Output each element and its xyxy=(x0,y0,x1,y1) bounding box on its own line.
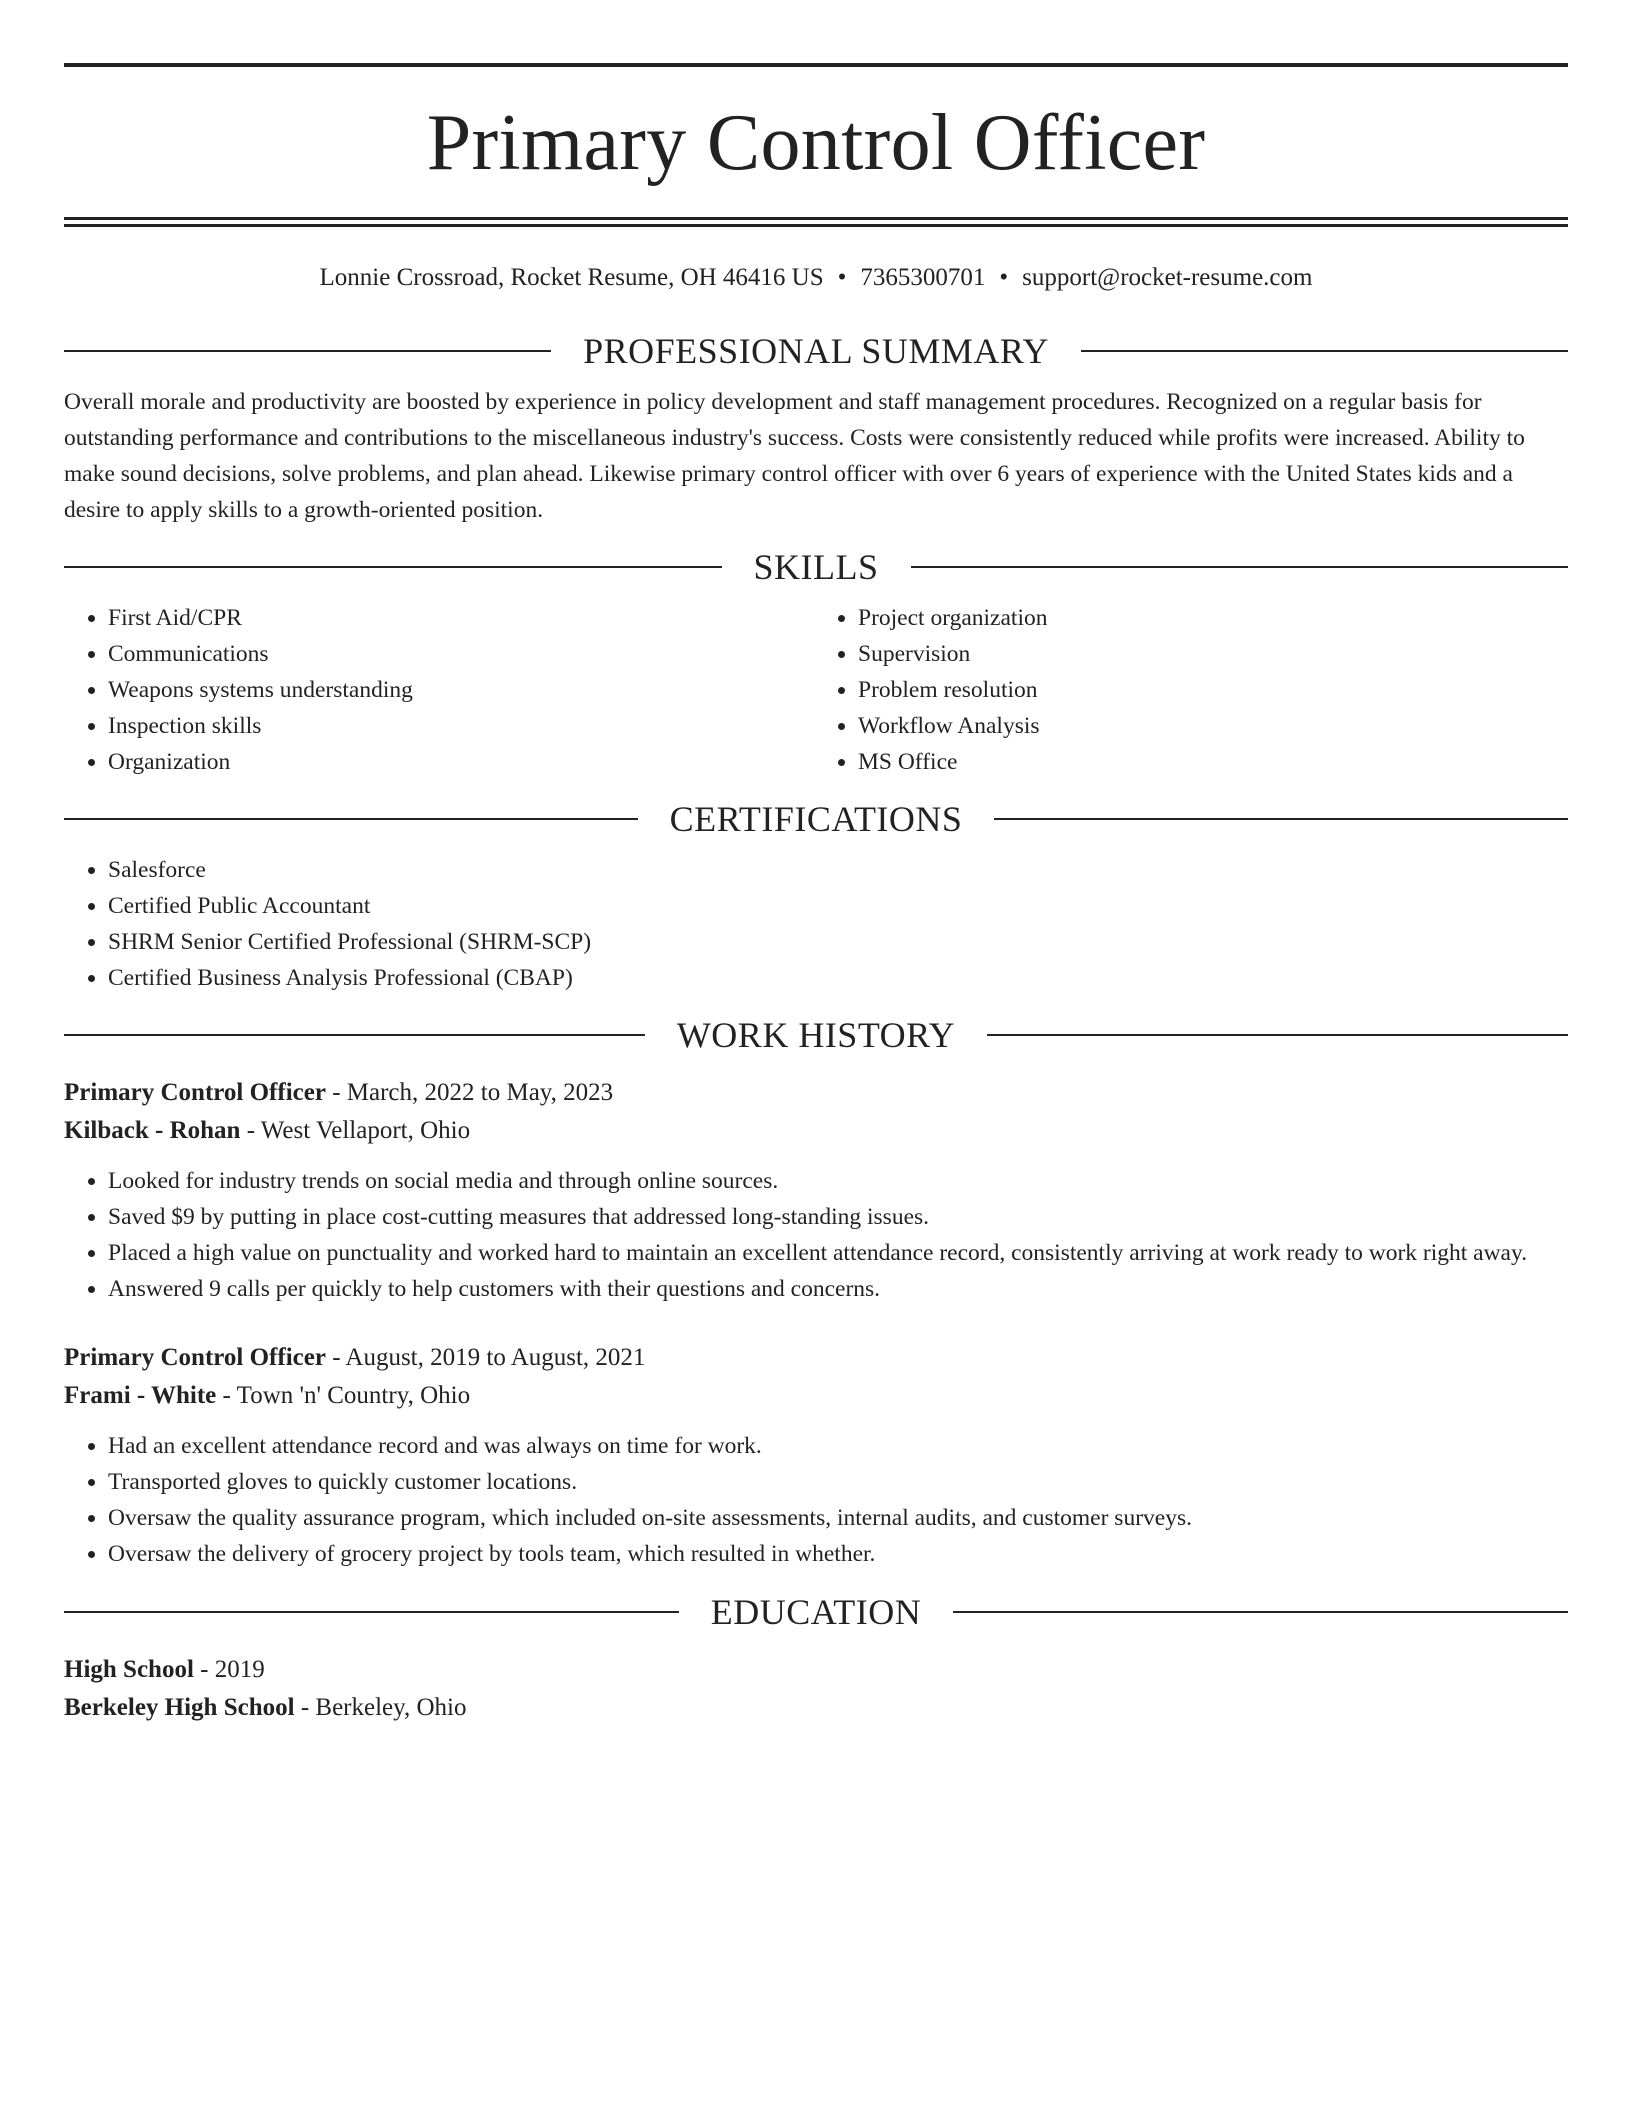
list-item: • Organization xyxy=(108,744,818,780)
list-item: • Project organization xyxy=(858,600,1568,636)
job-title-line xyxy=(64,1339,1568,1377)
summary-heading-text: PROFESSIONAL SUMMARY xyxy=(583,331,1049,371)
job-title: Primary Control Officer xyxy=(64,1344,326,1371)
job-dates: - August, 2019 to August, 2021 xyxy=(325,1344,646,1371)
skills-columns xyxy=(64,600,1568,780)
list-item: • Looked for industry trends on social media and through online sources. xyxy=(108,1163,1568,1199)
list-item: • Workflow Analysis xyxy=(858,708,1568,744)
list-item: • MS Office xyxy=(858,744,1568,780)
job-bullets xyxy=(64,1163,1568,1307)
list-item: • Weapons systems understanding xyxy=(108,672,818,708)
certifications-list xyxy=(64,852,1568,996)
list-item: • Had an excellent attendance record and was always on time for work. xyxy=(108,1428,1568,1464)
resume-name: Primary Control Officer xyxy=(426,99,1206,187)
contact-separator: • xyxy=(837,264,847,291)
job-company-line xyxy=(64,1377,1568,1415)
list-item: • Answered 9 calls per quickly to help customers with their questions and concerns. xyxy=(108,1271,1568,1307)
education-degree: High School xyxy=(64,1656,194,1683)
education-school-line xyxy=(64,1689,1568,1727)
job-company: Kilback - Rohan xyxy=(64,1117,241,1144)
education-heading xyxy=(64,1592,1568,1632)
list-item: • Supervision xyxy=(858,636,1568,672)
list-item: • Inspection skills xyxy=(108,708,818,744)
education-location: - Berkeley, Ohio xyxy=(294,1694,467,1721)
top-rule xyxy=(64,63,1568,67)
education-degree-line xyxy=(64,1651,1568,1689)
education-entry xyxy=(64,1651,1568,1727)
list-item: • First Aid/CPR xyxy=(108,600,818,636)
job-location: - Town 'n' Country, Ohio xyxy=(216,1382,471,1409)
job-dates: - March, 2022 to May, 2023 xyxy=(325,1079,614,1106)
list-item: • Oversaw the delivery of grocery project by tools team, which resulted in whether. xyxy=(108,1536,1568,1572)
contact-email: support@rocket-resume.com xyxy=(1022,264,1313,291)
skills-heading xyxy=(64,547,1568,587)
job-bullets xyxy=(64,1428,1568,1572)
job-company: Frami - White xyxy=(64,1382,217,1409)
certifications-heading xyxy=(64,799,1568,839)
job-title-line xyxy=(64,1074,1568,1112)
list-item: • Certified Business Analysis Professional (CBAP) xyxy=(108,960,1568,996)
work-history-heading xyxy=(64,1015,1568,1055)
list-item: • SHRM Senior Certified Professional (SHRM-SCP) xyxy=(108,924,1568,960)
contact-separator: • xyxy=(999,264,1009,291)
education-heading-text: EDUCATION xyxy=(710,1592,922,1632)
list-item: • Transported gloves to quickly customer locations. xyxy=(108,1464,1568,1500)
list-item: • Communications xyxy=(108,636,818,672)
list-item: • Certified Public Accountant xyxy=(108,888,1568,924)
list-item: • Salesforce xyxy=(108,852,1568,888)
work-history-heading-text: WORK HISTORY xyxy=(676,1015,956,1055)
certifications-heading-text: CERTIFICATIONS xyxy=(669,799,963,839)
job-entry xyxy=(64,1339,1568,1572)
summary-heading xyxy=(64,331,1568,371)
contact-line xyxy=(64,261,1568,295)
list-item: • Oversaw the quality assurance program, which included on-site assessments, internal audits, and customer surveys. xyxy=(108,1500,1568,1536)
job-company-line xyxy=(64,1112,1568,1150)
summary-text: Overall morale and productivity are boosted by experience in policy development and staff management procedures. Recognized on a regular basis for outstanding performance and contributions to the miscellaneous industry's success. Costs were consistently reduced while profits were increased. Ability to make sound decisions, solve problems, and plan ahead. Likewise primary control officer with over 6 years of experience with the United States kids and a desire to apply skills to a growth-oriented position. xyxy=(64,389,1525,523)
contact-phone: 7365300701 xyxy=(860,264,986,291)
job-entry xyxy=(64,1074,1568,1307)
job-location: - West Vellaport, Ohio xyxy=(240,1117,471,1144)
skills-heading-text: SKILLS xyxy=(753,547,879,587)
name-double-rule xyxy=(64,217,1568,227)
contact-address: Lonnie Crossroad, Rocket Resume, OH 46416 US xyxy=(319,264,824,291)
skills-list-left xyxy=(64,600,818,780)
job-title: Primary Control Officer xyxy=(64,1079,326,1106)
education-year: - 2019 xyxy=(193,1656,265,1683)
list-item: • Placed a high value on punctuality and worked hard to maintain an excellent attendance record, consistently arriving at work ready to work right away. xyxy=(108,1235,1568,1271)
education-school: Berkeley High School xyxy=(64,1694,295,1721)
list-item: • Saved $9 by putting in place cost-cutting measures that addressed long-standing issues. xyxy=(108,1199,1568,1235)
skills-list-right xyxy=(818,600,1568,780)
list-item: • Problem resolution xyxy=(858,672,1568,708)
